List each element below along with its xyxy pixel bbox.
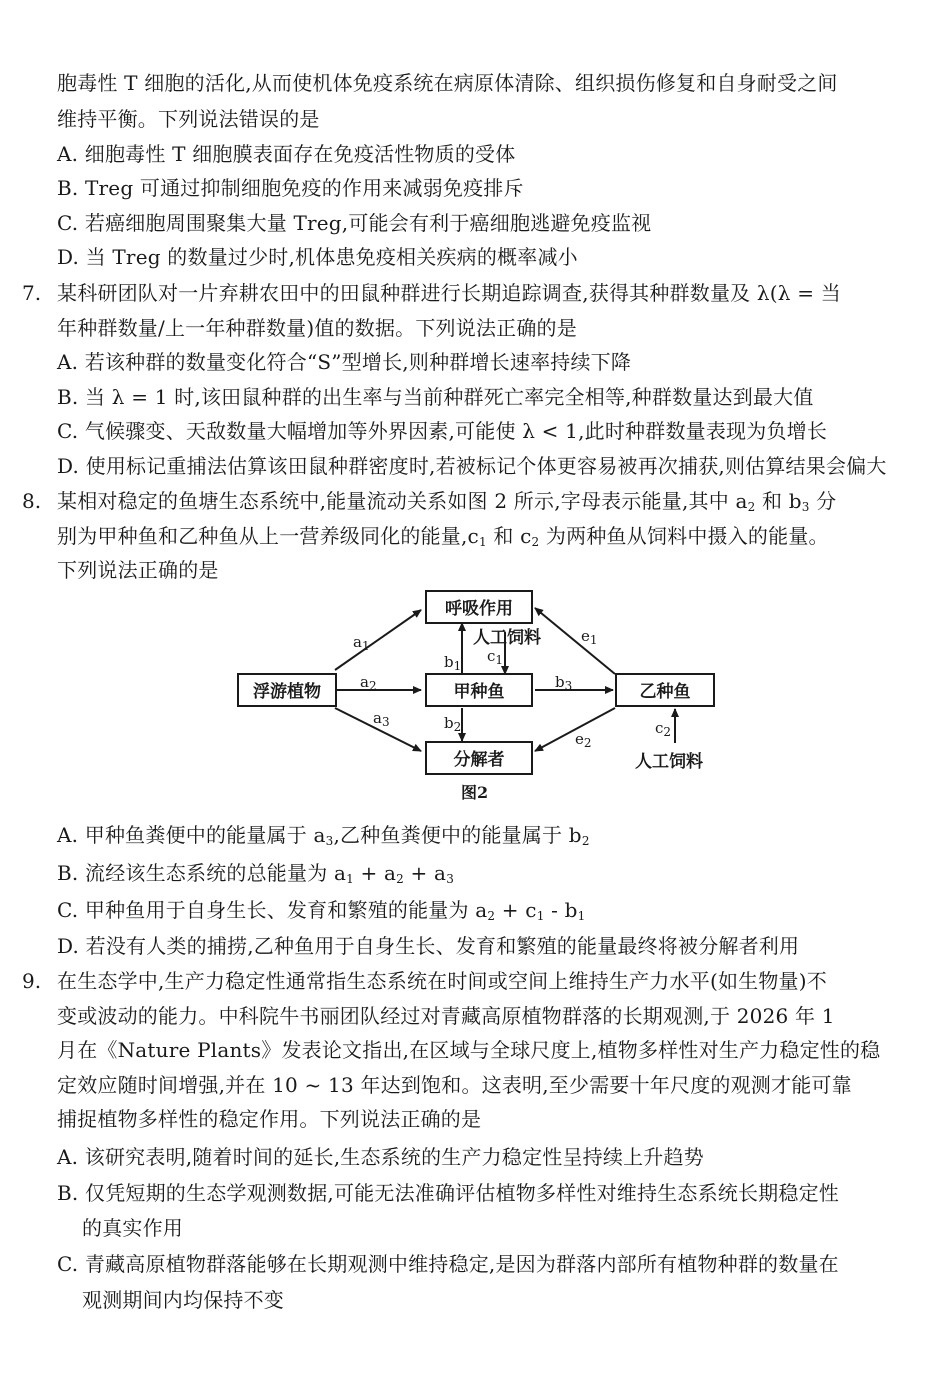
q8-option-d: D. 若没有人类的捕捞,乙种鱼用于自身生长、发育和繁殖的能量最终将被分解者利用 bbox=[57, 934, 800, 958]
label-b3: $b_3$ bbox=[555, 673, 573, 693]
node-fish-a: 甲种鱼 bbox=[425, 673, 533, 707]
q7-option-d: D. 使用标记重捕法估算该田鼠种群密度时,若被标记个体更容易被再次捕获,则估算结果会偏大 bbox=[57, 454, 887, 478]
q9-stem-line-4: 定效应随时间增强,并在 10 ~ 13 年达到饱和。这表明,至少需要十年尺度的观测才能可靠 bbox=[57, 1073, 852, 1097]
q8-option-c: C. 甲种鱼用于自身生长、发育和繁殖的能量为 $a_2 + c_1 - b_1$ bbox=[57, 898, 586, 923]
node-respiration: 呼吸作用 bbox=[425, 590, 533, 624]
q9-stem-line-2: 变或波动的能力。中科院牛书丽团队经过对青藏高原植物群落的长期观测,于 2026 年 1 bbox=[57, 1004, 835, 1028]
intro-line-2: 维持平衡。下列说法错误的是 bbox=[57, 107, 320, 131]
q8-number: 8. bbox=[22, 489, 42, 513]
q9-stem-line-5: 捕捉植物多样性的稳定作用。下列说法正确的是 bbox=[57, 1107, 482, 1131]
q7-option-c: C. 气候骤变、天敌数量大幅增加等外界因素,可能使 λ < 1,此时种群数量表现为负增长 bbox=[57, 419, 828, 443]
q9-option-b-line-2: 的真实作用 bbox=[82, 1216, 183, 1240]
q8-stem-line-1: 某相对稳定的鱼塘生态系统中,能量流动关系如图 2 所示,字母表示能量,其中 $a_2$ 和 $b_3$ 分 bbox=[57, 489, 837, 514]
node-decomposer: 分解者 bbox=[425, 741, 533, 775]
label-c1: $c_1$ bbox=[487, 647, 504, 667]
q9-stem-line-3: 月在《Nature Plants》发表论文指出,在区域与全球尺度上,植物多样性对生产力稳定性的稳 bbox=[57, 1038, 881, 1062]
q9-option-c-line-2: 观测期间内均保持不变 bbox=[82, 1288, 284, 1312]
q6-option-c: C. 若癌细胞周围聚集大量 Treg,可能会有利于癌细胞逃避免疫监视 bbox=[57, 211, 652, 235]
feed-label-top: 人工饲料 bbox=[473, 628, 541, 648]
feed-label-right: 人工饲料 bbox=[635, 752, 703, 772]
node-fish-b: 乙种鱼 bbox=[615, 673, 715, 707]
intro-line-1: 胞毒性 T 细胞的活化,从而使机体免疫系统在病原体清除、组织损伤修复和自身耐受之间 bbox=[57, 71, 838, 95]
q9-stem-line-1: 在生态学中,生产力稳定性通常指生态系统在时间或空间上维持生产力水平(如生物量)不 bbox=[57, 969, 827, 993]
q6-option-a: A. 细胞毒性 T 细胞膜表面存在免疫活性物质的受体 bbox=[57, 142, 516, 166]
label-e2: $e_2$ bbox=[575, 730, 592, 750]
figure-caption: 图2 bbox=[461, 783, 489, 802]
q7-option-b: B. 当 λ = 1 时,该田鼠种群的出生率与当前种群死亡率完全相等,种群数量达到最大值 bbox=[57, 385, 814, 409]
label-a1: $a_1$ bbox=[353, 633, 370, 653]
q8-stem-line-3: 下列说法正确的是 bbox=[57, 558, 219, 582]
label-a2: $a_2$ bbox=[360, 673, 377, 693]
q8-stem-line-2: 别为甲种鱼和乙种鱼从上一营养级同化的能量$,c_1$ 和 $c_2$ 为两种鱼从饲料中摄入的能量。 bbox=[57, 524, 829, 549]
label-a3: $a_3$ bbox=[373, 709, 390, 729]
q7-option-a: A. 若该种群的数量变化符合“S”型增长,则种群增长速率持续下降 bbox=[57, 350, 632, 374]
node-plankton: 浮游植物 bbox=[237, 673, 337, 707]
label-b1: $b_1$ bbox=[444, 653, 462, 673]
arrow-e1 bbox=[535, 608, 615, 674]
q7-stem-line-1: 某科研团队对一片弃耕农田中的田鼠种群进行长期追踪调查,获得其种群数量及 λ(λ = 当 bbox=[57, 281, 841, 305]
arrow-a1 bbox=[335, 610, 421, 670]
q7-number: 7. bbox=[22, 281, 42, 305]
label-b2: $b_2$ bbox=[444, 714, 462, 734]
q7-stem-line-2: 年种群数量/上一年种群数量)值的数据。下列说法正确的是 bbox=[57, 316, 577, 340]
q6-option-b: B. Treg 可通过抑制细胞免疫的作用来减弱免疫排斥 bbox=[57, 176, 524, 200]
q9-option-b-line-1: B. 仅凭短期的生态学观测数据,可能无法准确评估植物多样性对维持生态系统长期稳定性 bbox=[57, 1181, 839, 1205]
q8-option-a: A. 甲种鱼粪便中的能量属于 $a_3$,乙种鱼粪便中的能量属于 $b_2$ bbox=[57, 823, 590, 848]
q9-option-c-line-1: C. 青藏高原植物群落能够在长期观测中维持稳定,是因为群落内部所有植物种群的数量在 bbox=[57, 1252, 839, 1276]
q9-option-a: A. 该研究表明,随着时间的延长,生态系统的生产力稳定性呈持续上升趋势 bbox=[57, 1145, 704, 1169]
q6-option-d: D. 当 Treg 的数量过少时,机体患免疫相关疾病的概率减小 bbox=[57, 245, 578, 269]
label-c2: $c_2$ bbox=[655, 719, 672, 739]
q8-option-b: B. 流经该生态系统的总能量为 $a_1 + a_2 + a_3$ bbox=[57, 861, 455, 886]
label-e1: $e_1$ bbox=[581, 627, 598, 647]
q9-number: 9. bbox=[22, 969, 42, 993]
energy-flow-diagram bbox=[235, 588, 717, 803]
